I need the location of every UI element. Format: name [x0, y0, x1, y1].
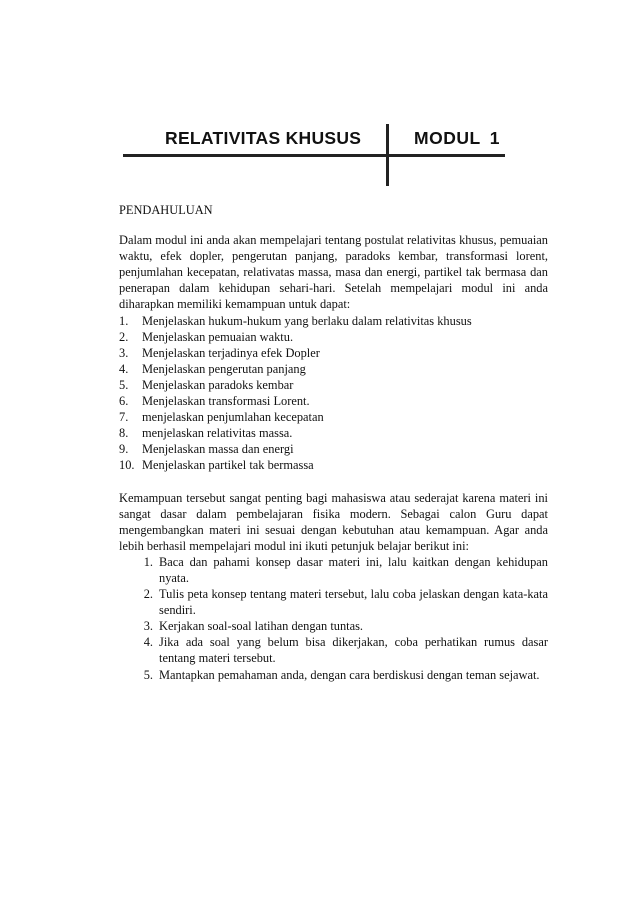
- list-item: [119, 329, 548, 345]
- list-item-number: 10.: [119, 458, 135, 473]
- list-item-text: menjelaskan penjumlahan kecepatan: [142, 410, 324, 425]
- list-item-text: Menjelaskan partikel tak bermassa: [142, 458, 314, 473]
- list-item-text: Baca dan pahami konsep dasar materi ini, lalu kaitkan dengan kehidupan nyata.: [159, 554, 548, 585]
- list-item-number: 1.: [143, 554, 153, 569]
- list-item: [119, 313, 548, 329]
- list-item-number: 2.: [143, 587, 153, 602]
- list-item-number: 1.: [119, 313, 129, 328]
- study-steps-list: [119, 554, 548, 683]
- list-item: [119, 377, 548, 393]
- list-item: [119, 618, 548, 634]
- list-item-number: 2.: [119, 329, 129, 344]
- list-item-text: Mantapkan pemahaman anda, dengan cara berdiskusi dengan teman sejawat.: [159, 667, 540, 682]
- list-item: [119, 554, 548, 586]
- list-item-text: Menjelaskan transformasi Lorent.: [142, 394, 310, 409]
- list-item-number: 3.: [143, 619, 153, 634]
- list-item-text: Menjelaskan pemuaian waktu.: [142, 329, 294, 344]
- header-horizontal-rule: [123, 154, 505, 157]
- list-item-number: 4.: [143, 635, 153, 650]
- list-item-number: 8.: [119, 426, 129, 441]
- list-item: [119, 345, 548, 361]
- intro-paragraph: Dalam modul ini anda akan mempelajari tentang postulat relativitas khusus, pemuaian waktu, efek dopler, pengerutan panjang, paradoks kembar, transformasi lorent, penjumlahan kecepatan, relativatas massa, masa dan energi, partikel tak bermasa dan penerapan dalam kehidupan sehari-hari. Setelah mempelajari modul ini anda diharapkan memiliki kemampuan untuk dapat:: [119, 233, 548, 312]
- list-item-text: menjelaskan relativitas massa.: [142, 426, 293, 441]
- module-number: MODUL 1: [414, 128, 500, 148]
- list-item: [119, 667, 548, 683]
- list-item: [119, 441, 548, 457]
- list-item-text: Menjelaskan pengerutan panjang: [142, 361, 306, 376]
- section-heading: PENDAHULUAN: [119, 203, 213, 217]
- list-item-number: 9.: [119, 442, 129, 457]
- list-item-number: 3.: [119, 345, 129, 360]
- list-item-number: 7.: [119, 410, 129, 425]
- list-item-number: 4.: [119, 361, 129, 376]
- list-item: [119, 634, 548, 666]
- objectives-list: [119, 313, 548, 474]
- document-body: [119, 202, 548, 683]
- list-item-text: Jika ada soal yang belum bisa dikerjakan, coba perhatikan rumus dasar tentang materi tersebut.: [159, 635, 548, 666]
- list-item-text: Menjelaskan terjadinya efek Dopler: [142, 345, 320, 360]
- list-item-number: 5.: [143, 667, 153, 682]
- list-item: [119, 409, 548, 425]
- list-item: [119, 393, 548, 409]
- list-item: [119, 457, 548, 473]
- list-item: [119, 361, 548, 377]
- list-item-text: Tulis peta konsep tentang materi tersebut, lalu coba jelaskan dengan kata-kata sendiri.: [159, 587, 548, 618]
- list-item-text: Menjelaskan massa dan energi: [142, 442, 294, 457]
- list-item: [119, 425, 548, 441]
- list-item-text: Menjelaskan hukum-hukum yang berlaku dalam relativitas khusus: [142, 313, 472, 328]
- list-item: [119, 586, 548, 618]
- list-item-text: Kerjakan soal-soal latihan dengan tuntas.: [159, 619, 364, 634]
- list-item-number: 5.: [119, 377, 129, 392]
- paragraph-spacer: [119, 474, 548, 490]
- closing-paragraph: Kemampuan tersebut sangat penting bagi mahasiswa atau sederajat karena materi ini sangat dasar dalam pembelajaran fisika modern. Sebagai calon Guru dapat mengembangkan materi ini sesuai dengan kebutuhan atau kemampuan. Agar anda lebih berhasil mempelajari modul ini ikuti petunjuk belajar berikut ini:: [119, 490, 548, 553]
- list-item-text: Menjelaskan paradoks kembar: [142, 377, 294, 392]
- list-item-number: 6.: [119, 394, 129, 409]
- module-title: RELATIVITAS KHUSUS: [165, 128, 362, 148]
